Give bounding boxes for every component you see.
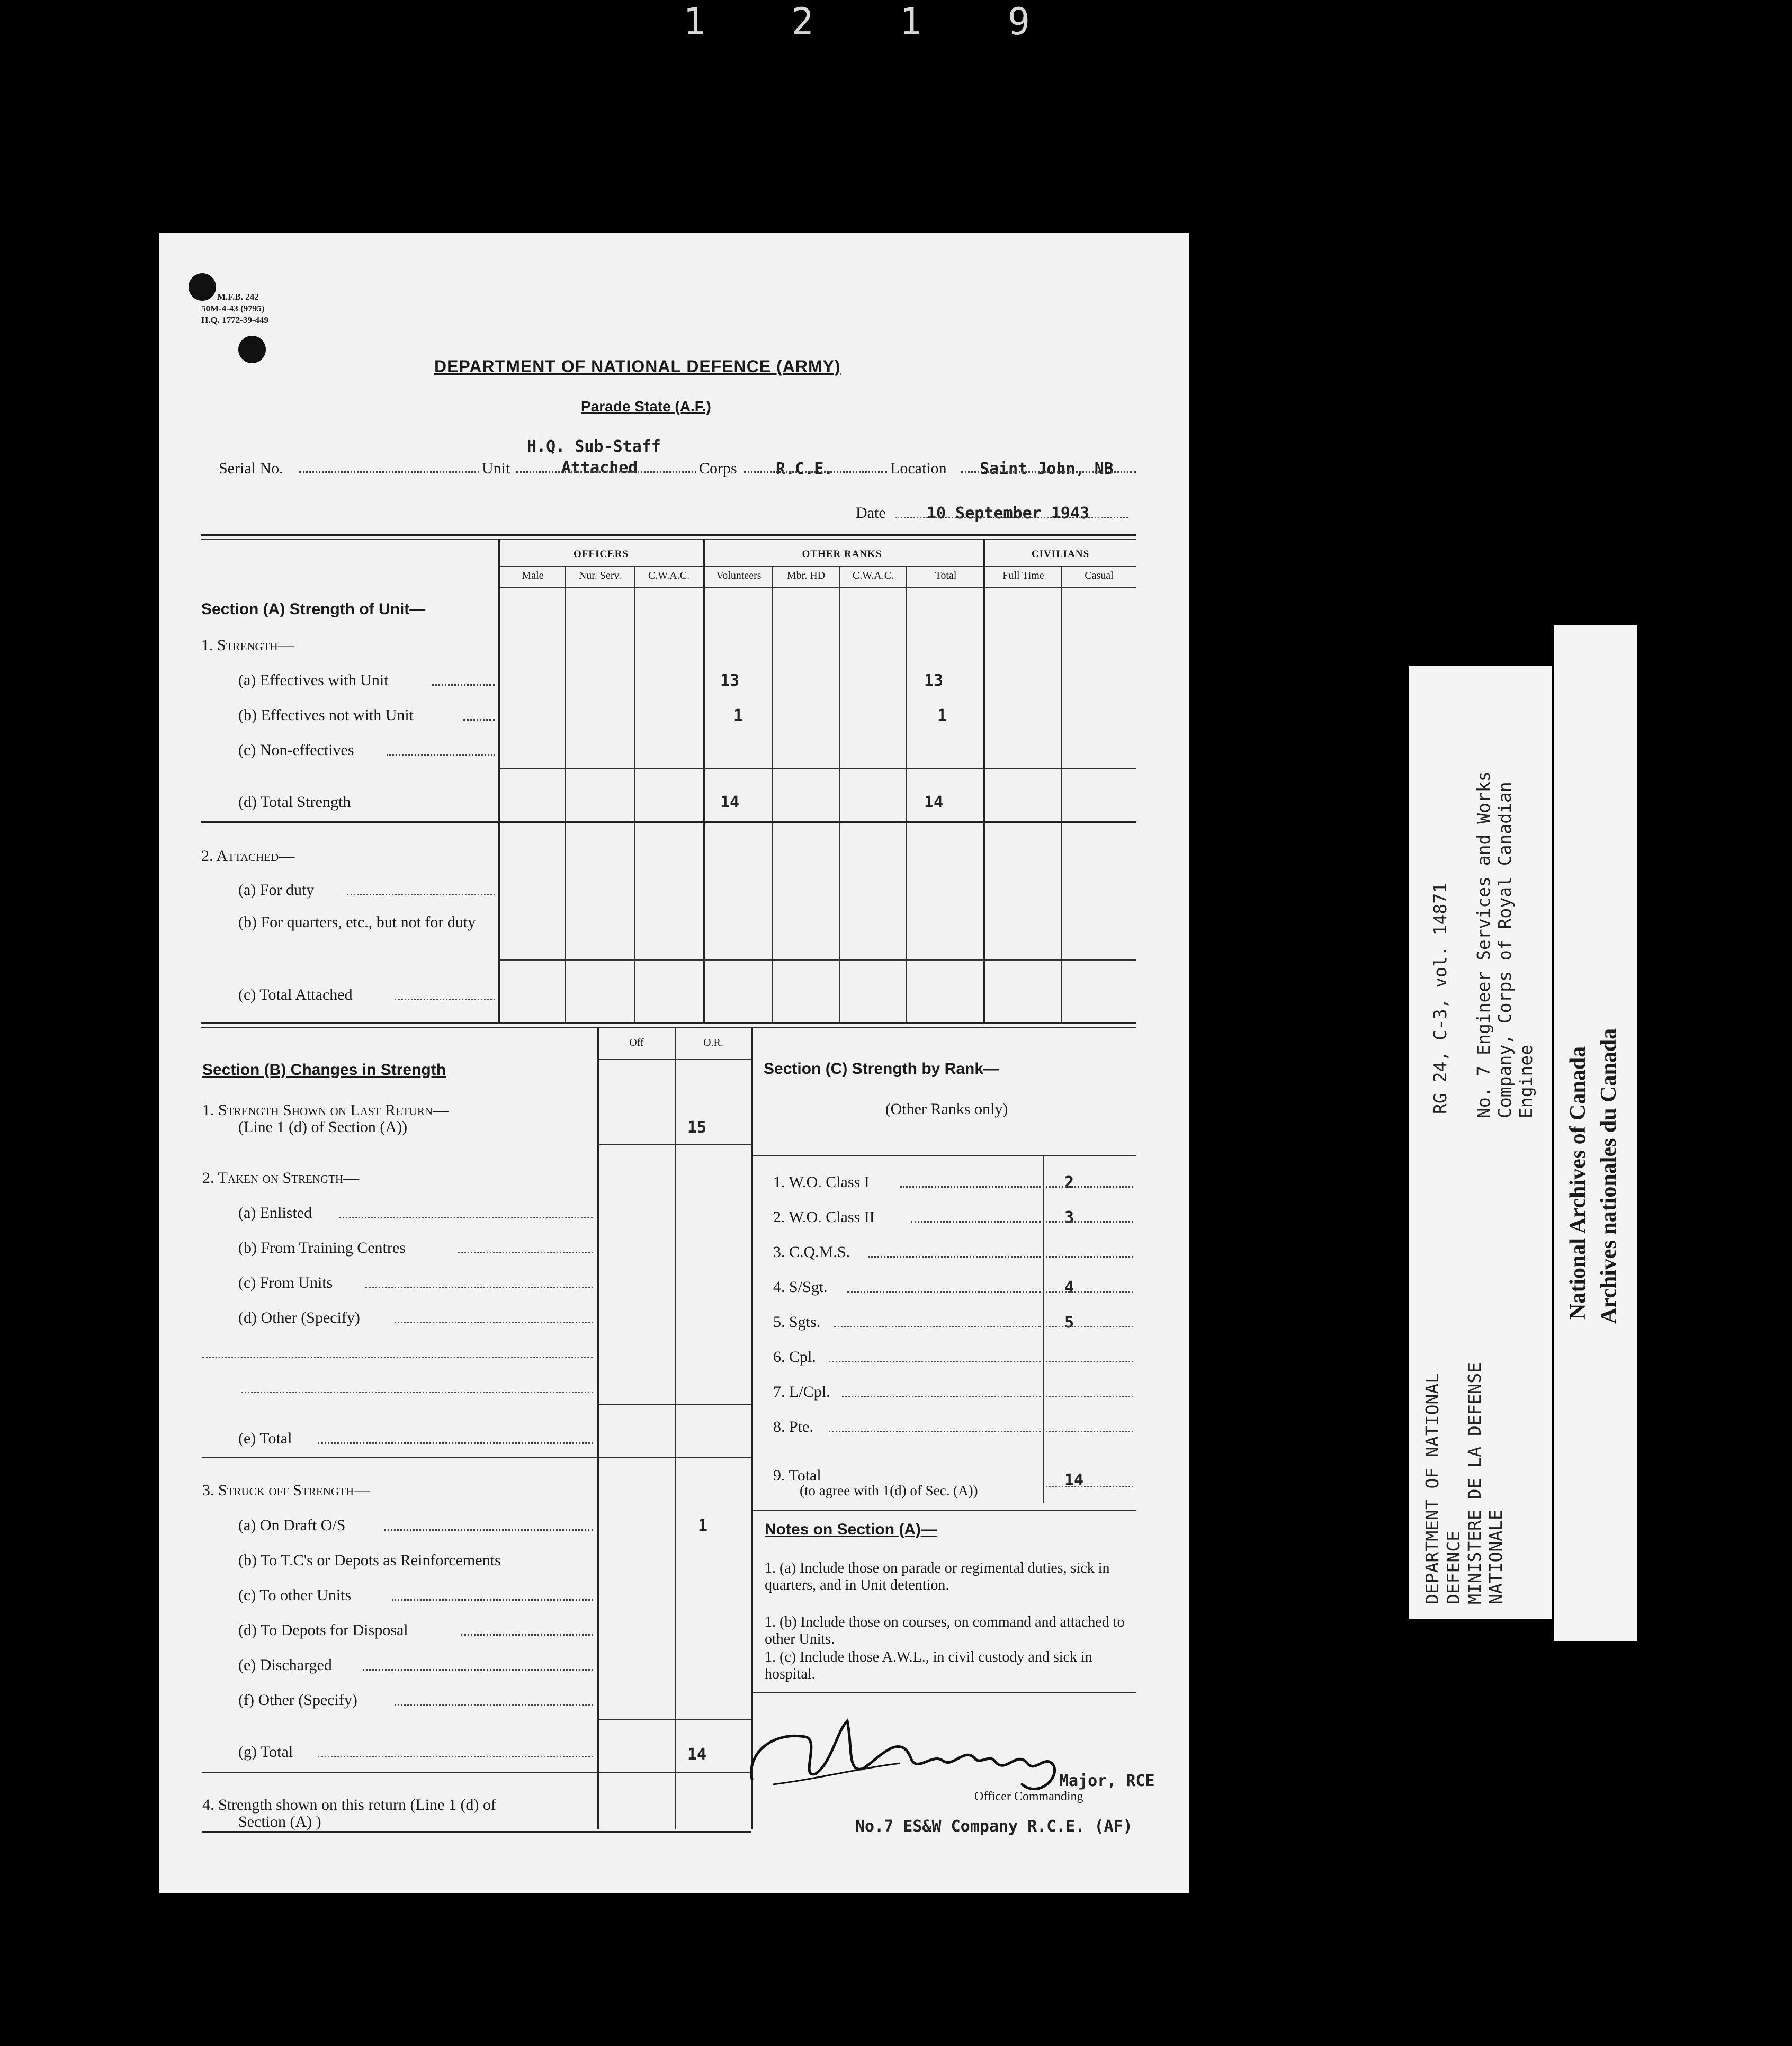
divider [839, 567, 840, 1022]
archives-en: National Archives of Canada [1566, 1046, 1590, 1320]
archive-department-line1: DEPARTMENT OF NATIONAL [1422, 1372, 1442, 1604]
divider [675, 1028, 676, 1829]
rank-total-note: (to agree with 1(d) of Sec. (A)) [800, 1483, 978, 1498]
rank-wo1: 1. W.O. Class I [773, 1173, 870, 1191]
punch-hole-icon [238, 336, 266, 363]
leader-dots [1046, 1186, 1133, 1188]
leader-dots [900, 1186, 1041, 1188]
divider [703, 539, 705, 1022]
effectives-with-unit-volunteers: 13 [720, 671, 740, 690]
corps-value: R.C.E. [776, 460, 834, 478]
rank-cqms: 3. C.Q.M.S. [773, 1243, 850, 1261]
taken-heading: 2. Taken on Strength— [202, 1169, 360, 1187]
rule [598, 1059, 751, 1060]
archive-description-line3: Enginee [1516, 1044, 1536, 1118]
rank-wo2-value: 3 [1064, 1208, 1074, 1227]
struck-other: (f) Other (Specify) [238, 1691, 357, 1709]
serial-field [299, 471, 479, 473]
leader-dots [1046, 1361, 1133, 1362]
struck-other-units: (c) To other Units [238, 1586, 352, 1604]
rule [500, 959, 1136, 961]
archives-fr: Archives nationales du Canada [1597, 1028, 1621, 1324]
specify-line [202, 1357, 593, 1358]
divider [983, 539, 985, 1022]
struck-disposal: (d) To Depots for Disposal [238, 1621, 408, 1639]
col-volunteers: Volunteers [716, 570, 761, 581]
leader-dots [365, 1287, 593, 1288]
form-title: DEPARTMENT OF NATIONAL DEFENCE (ARMY) [434, 357, 841, 376]
leader-dots [1046, 1256, 1133, 1258]
serial-label: Serial No. [219, 460, 283, 477]
leader-dots [395, 999, 495, 1000]
row-non-effectives: (c) Non-effectives [238, 741, 354, 759]
struck-reinforcements: (b) To T.C's or Depots as Reinforcements [238, 1551, 501, 1569]
leader-dots [868, 1256, 1041, 1258]
taken-enlisted: (a) Enlisted [238, 1204, 312, 1222]
leader-dots [1046, 1221, 1133, 1223]
divider [597, 1028, 599, 1829]
section-a-heading: Section (A) Strength of Unit— [201, 600, 426, 618]
struck-draft-or: 1 [698, 1516, 708, 1535]
attached-heading: 2. Attached— [201, 847, 295, 865]
strength-heading: 1. Strength— [201, 636, 294, 654]
date-field [895, 517, 1128, 518]
leader-dots [1046, 1396, 1133, 1397]
rule [753, 1510, 1136, 1511]
rule [753, 1692, 1136, 1693]
unit-field [516, 471, 696, 473]
leader-dots [1046, 1486, 1133, 1487]
rule [201, 534, 1136, 536]
leader-dots [318, 1442, 593, 1444]
struck-discharged: (e) Discharged [238, 1656, 332, 1674]
handwritten-signature [741, 1700, 1101, 1800]
col-or: O.R. [703, 1037, 723, 1048]
rank-ssgt-value: 4 [1064, 1278, 1074, 1297]
leader-dots [463, 719, 495, 721]
form-code: M.F.B. 242 [217, 292, 259, 302]
leader-dots [395, 1704, 593, 1706]
other-ranks-group-header: OTHER RANKS [802, 549, 882, 560]
row-for-quarters: (b) For quarters, etc., but not for duty [238, 913, 476, 931]
leader-dots [829, 1431, 1041, 1432]
col-off: Off [629, 1037, 644, 1048]
notes-heading: Notes on Section (A)— [765, 1521, 937, 1538]
total-strength-total: 14 [924, 793, 944, 812]
taken-total: (e) Total [238, 1430, 292, 1447]
col-total: Total [935, 570, 957, 581]
col-cwac-or: C.W.A.C. [852, 570, 894, 581]
total-strength-volunteers: 14 [720, 793, 740, 812]
row-total-strength: (d) Total Strength [238, 793, 351, 811]
corps-label: Corps [699, 460, 737, 477]
rank-total: 9. Total [773, 1467, 821, 1484]
last-return-or: 15 [687, 1118, 707, 1137]
rule [202, 1772, 751, 1773]
struck-draft: (a) On Draft O/S [238, 1516, 346, 1534]
struck-heading: 3. Struck off Strength— [202, 1482, 370, 1499]
rank-wo2: 2. W.O. Class II [773, 1208, 875, 1226]
corps-field [744, 471, 887, 473]
divider [906, 567, 907, 1022]
taken-other: (d) Other (Specify) [238, 1309, 360, 1326]
note-1b: 1. (b) Include those on courses, on command and attached to other Units. [765, 1614, 1125, 1647]
leader-dots [395, 1322, 593, 1323]
leader-dots [392, 1599, 593, 1601]
divider [772, 567, 773, 1022]
rule [201, 821, 1136, 823]
row-effectives-not-with-unit: (b) Effectives not with Unit [238, 706, 414, 724]
rule [500, 566, 1136, 567]
archive-description-line2: Company, Corps of Royal Canadian [1494, 782, 1515, 1118]
rule [500, 768, 1136, 769]
rule [202, 1831, 751, 1833]
leader-dots [829, 1361, 1041, 1362]
leader-dots [1046, 1431, 1133, 1432]
col-casual: Casual [1085, 570, 1114, 581]
signature-title: Officer Commanding [974, 1790, 1083, 1803]
specify-line [241, 1392, 593, 1393]
archive-description-line1: No. 7 Engineer Services and Works [1473, 771, 1494, 1118]
rule [202, 1457, 751, 1458]
row-effectives-with-unit: (a) Effectives with Unit [238, 671, 389, 689]
rule [500, 587, 1136, 588]
leader-dots [387, 754, 495, 756]
leader-dots [911, 1221, 1041, 1223]
rule [598, 1404, 751, 1405]
leader-dots [339, 1217, 593, 1218]
rank-sgts: 5. Sgts. [773, 1313, 821, 1331]
section-b-heading: Section (B) Changes in Strength [202, 1061, 446, 1079]
rule [201, 1027, 1136, 1028]
location-field [961, 471, 1136, 473]
row-for-duty: (a) For duty [238, 881, 315, 899]
rank-sgts-value: 5 [1064, 1313, 1074, 1332]
unit-label: Unit [482, 460, 510, 477]
note-1c: 1. (c) Include those A.W.L., in civil custody and sick in hospital. [765, 1649, 1092, 1682]
effectives-not-with-unit-volunteers: 1 [733, 706, 743, 725]
section-c-heading: Section (C) Strength by Rank— [764, 1060, 1000, 1078]
effectives-with-unit-total: 13 [924, 671, 944, 690]
divider [498, 539, 500, 1022]
archive-reference: RG 24, C-3, vol. 14871 [1430, 882, 1450, 1114]
taken-from-units: (c) From Units [238, 1274, 333, 1291]
col-mbr-hd: Mbr. HD [786, 570, 826, 581]
rank-wo1-value: 2 [1064, 1173, 1074, 1192]
taken-training-centres: (b) From Training Centres [238, 1239, 406, 1257]
leader-dots [458, 1252, 593, 1253]
archive-department-line2: DEFENCE [1443, 1530, 1464, 1604]
date-label: Date [856, 504, 886, 522]
form-codes [201, 291, 268, 326]
rule [201, 539, 1136, 540]
microfilm-reel-marks: 1 2 1 9 [683, 0, 1062, 43]
form-code: 50M-4-43 (9795) [201, 303, 265, 313]
leader-dots [432, 684, 495, 686]
line-this-return-ref: Section (A) ) [238, 1813, 321, 1830]
effectives-not-with-unit-total: 1 [937, 706, 947, 725]
rank-ssgt: 4. S/Sgt. [773, 1278, 828, 1296]
rank-total-value: 14 [1064, 1471, 1084, 1489]
leader-dots [834, 1326, 1041, 1327]
location-label: Location [890, 460, 947, 477]
rule [598, 1144, 751, 1145]
signature-rank: Major, RCE [1059, 1772, 1155, 1790]
divider [1061, 567, 1062, 1022]
leader-dots [384, 1529, 593, 1531]
divider [1043, 1155, 1044, 1503]
col-full-time: Full Time [1002, 570, 1044, 581]
form-code: H.Q. 1772-39-449 [201, 315, 269, 325]
rank-pte: 8. Pte. [773, 1418, 813, 1435]
unit-value-line2: Attached [561, 459, 638, 477]
rank-cpl: 6. Cpl. [773, 1348, 816, 1366]
unit-value-line1: H.Q. Sub-Staff [527, 437, 661, 456]
col-cwac-officers: C.W.A.C. [648, 570, 690, 581]
struck-total-or: 14 [687, 1745, 707, 1764]
form-subtitle: Parade State (A.F.) [581, 398, 711, 415]
line-last-return-ref: (Line 1 (d) of Section (A)) [238, 1118, 408, 1136]
archive-department-line3: MINISTERE DE LA DEFENSE [1464, 1362, 1485, 1604]
rule [201, 1022, 1136, 1024]
location-value: Saint John, NB [980, 460, 1114, 478]
leader-dots [318, 1756, 593, 1757]
rule [753, 1155, 1136, 1156]
leader-dots [1046, 1326, 1133, 1327]
row-total-attached: (c) Total Attached [238, 986, 353, 1003]
rule [598, 1719, 751, 1720]
leader-dots [461, 1634, 593, 1636]
line-last-return: 1. Strength Shown on Last Return— [202, 1101, 449, 1119]
signature-unit: No.7 ES&W Company R.C.E. (AF) [855, 1817, 1133, 1836]
col-nur-serv: Nur. Serv. [578, 570, 622, 581]
leader-dots [847, 1291, 1041, 1293]
leader-dots [1046, 1291, 1133, 1293]
note-1a: 1. (a) Include those on parade or regimental duties, sick in quarters, and in Unit detention. [765, 1560, 1110, 1593]
line-this-return: 4. Strength shown on this return (Line 1 (d) of [202, 1796, 496, 1814]
civilians-group-header: CIVILIANS [1031, 549, 1090, 560]
divider [634, 567, 635, 1022]
section-c-subheading: (Other Ranks only) [885, 1100, 1008, 1118]
leader-dots [842, 1396, 1041, 1397]
struck-total: (g) Total [238, 1743, 293, 1761]
rank-lcpl: 7. L/Cpl. [773, 1383, 830, 1401]
leader-dots [363, 1669, 593, 1671]
col-male: Male [522, 570, 544, 581]
divider [565, 567, 566, 1022]
date-value: 10 September 1943 [927, 504, 1090, 523]
officers-group-header: OFFICERS [573, 549, 629, 560]
leader-dots [347, 894, 495, 895]
archive-department-line4: NATIONALE [1485, 1510, 1506, 1604]
